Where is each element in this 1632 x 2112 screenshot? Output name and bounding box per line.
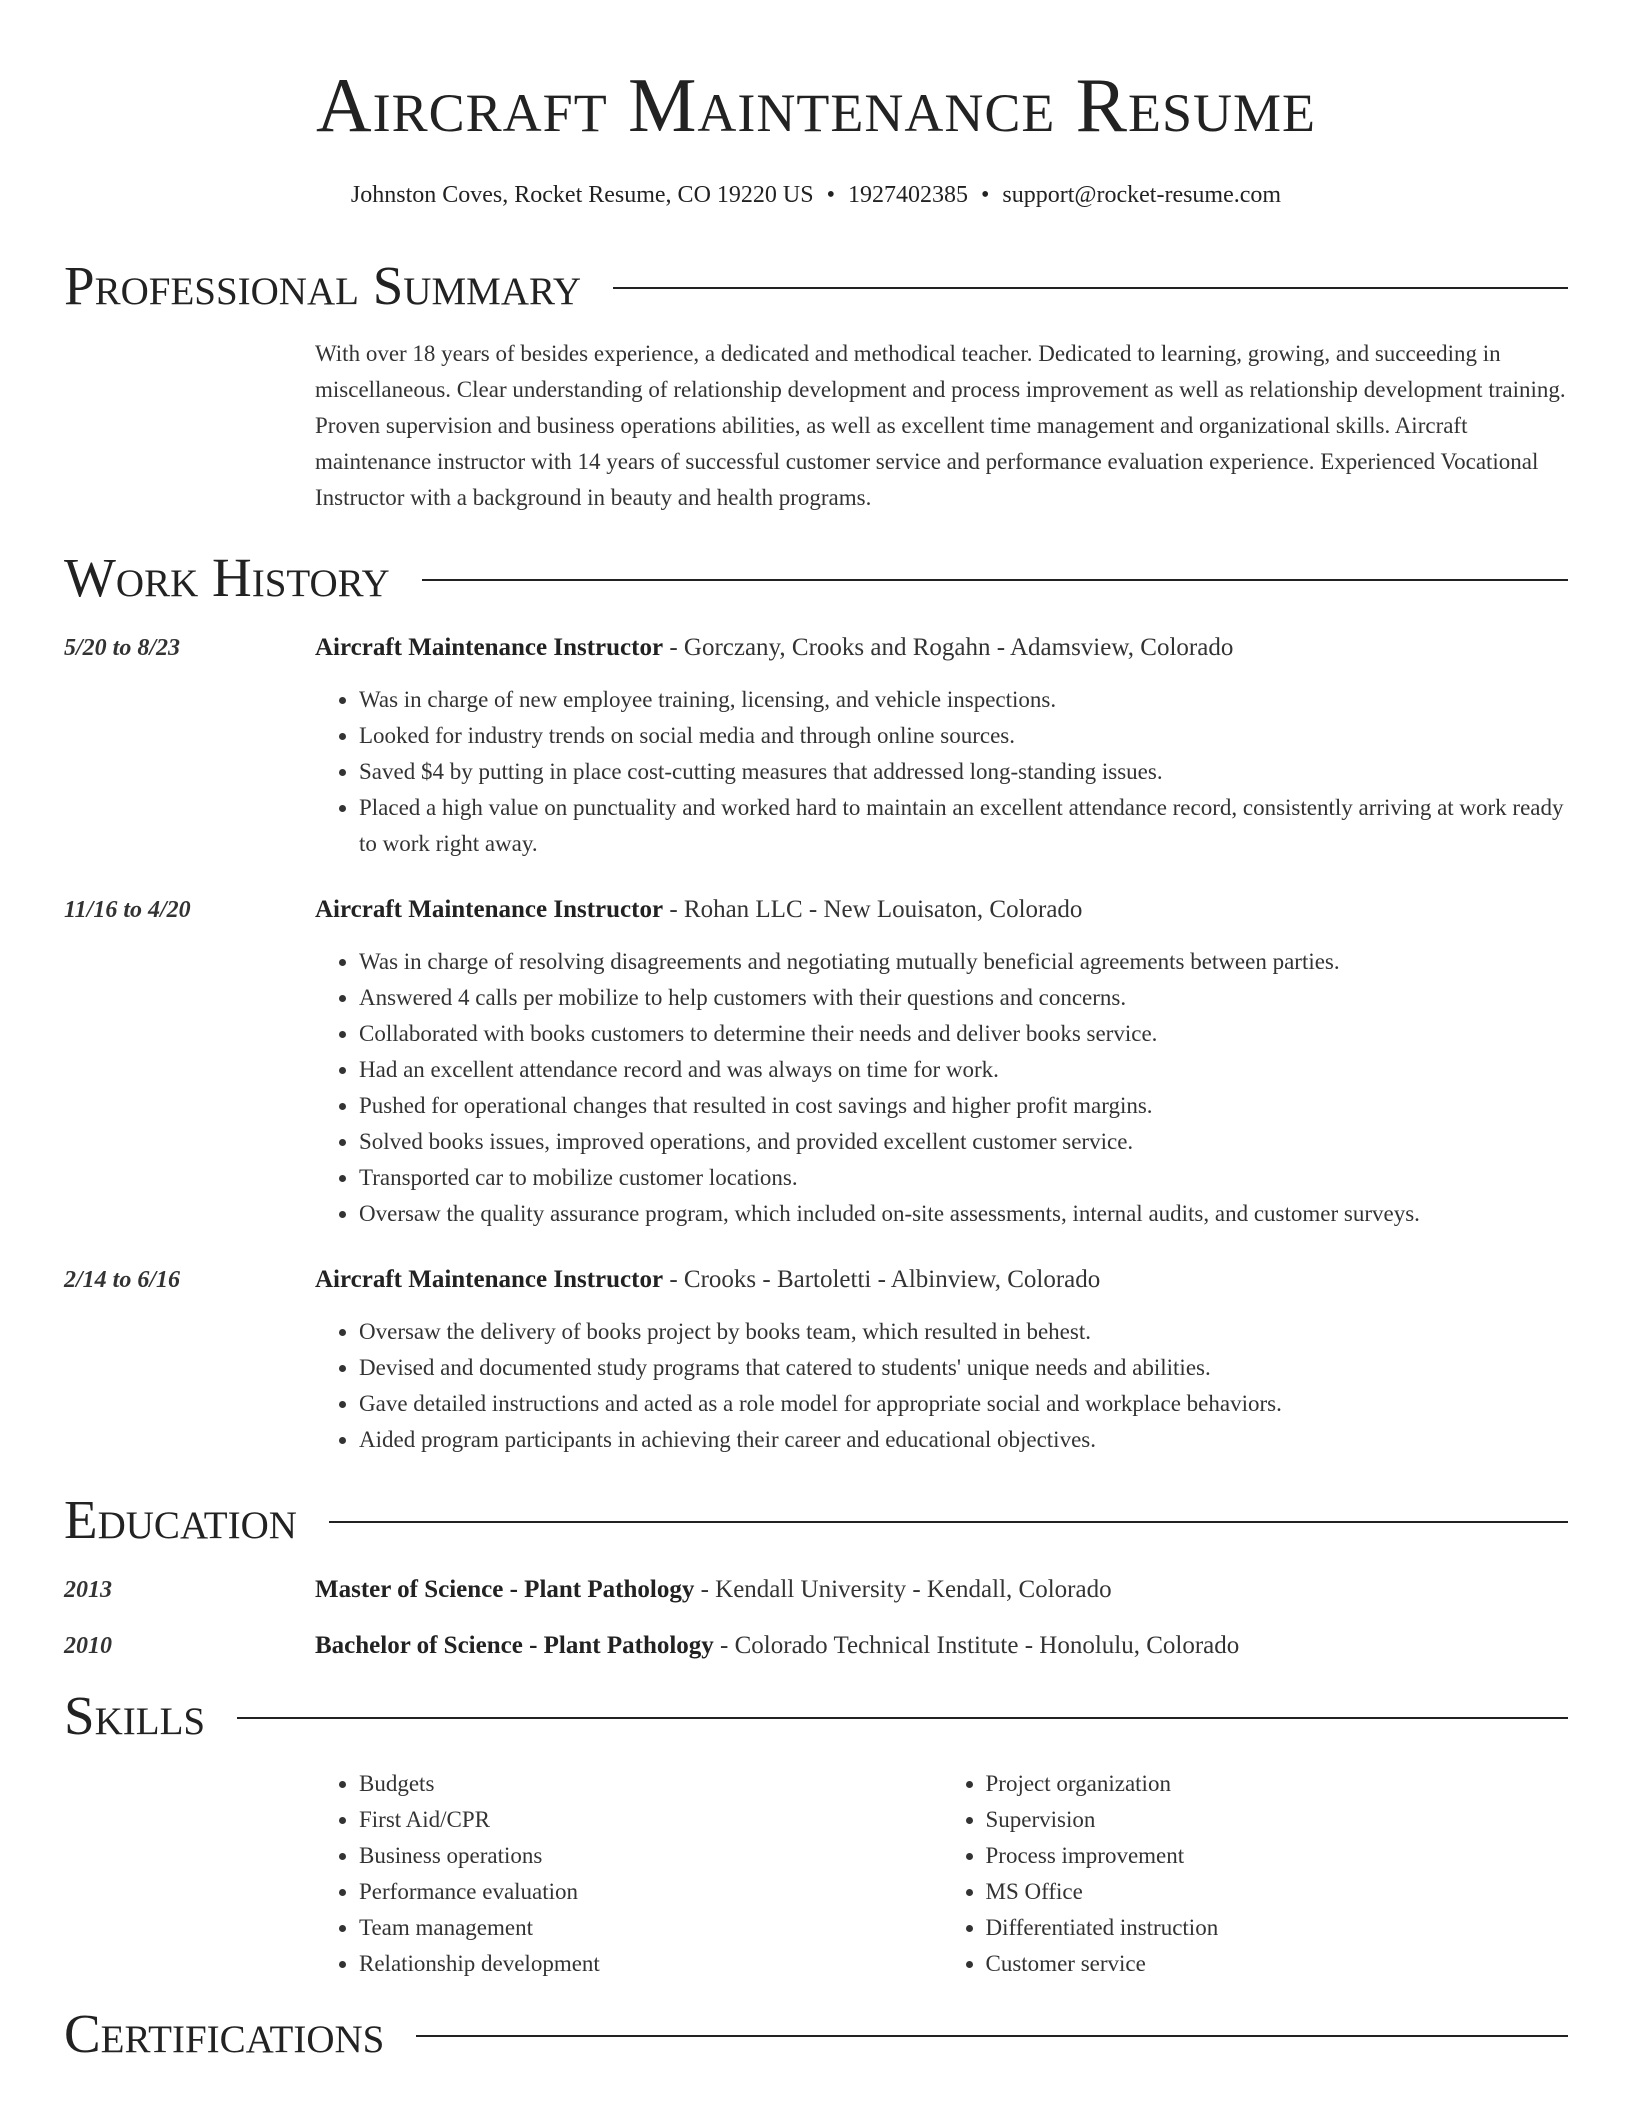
education-heading-line: [315, 1572, 1568, 1608]
skill-item: • Customer service: [986, 1946, 1569, 1982]
education-section-header: [64, 1488, 1568, 1552]
education-entry-body: [315, 1628, 1568, 1664]
page-title: Aircraft Maintenance Resume: [316, 62, 1316, 148]
summary-text: With over 18 years of besides experience, a dedicated and methodical teacher. Dedicated to learning, growing, and succeeding in miscellaneous. Clear understanding of relationship development and process improvement as well as relationship development training. Proven supervision and business operations abilities, as well as excellent time management and organizational skills. Aircraft maintenance instructor with 14 years of successful customer service and performance evaluation experience. Experienced Vocational Instructor with a background in beauty and health programs.: [315, 341, 1566, 510]
degree-name: Master of Science - Plant Pathology: [315, 1576, 695, 1603]
list-item: • Aided program participants in achieving their career and educational objectives.: [359, 1422, 1568, 1458]
skills-column-left: [315, 1766, 942, 1982]
skill-item: • First Aid/CPR: [359, 1802, 942, 1838]
skills-column-right: [942, 1766, 1569, 1982]
job-bullets: [315, 944, 1568, 1232]
job-title: Aircraft Maintenance Instructor: [315, 634, 664, 661]
job-title: Aircraft Maintenance Instructor: [315, 896, 664, 923]
school-location: - Kendall University - Kendall, Colorado: [694, 1576, 1112, 1603]
list-item: • Was in charge of resolving disagreements and negotiating mutually beneficial agreements between parties.: [359, 944, 1568, 980]
section-divider: [416, 2035, 1568, 2037]
education-date: 2013: [64, 1577, 112, 1603]
work-entry: [64, 892, 1568, 1232]
work-entry-body: [315, 1262, 1568, 1458]
section-divider: [613, 287, 1568, 289]
skill-item: • Business operations: [359, 1838, 942, 1874]
skill-item: • Team management: [359, 1910, 942, 1946]
skills-grid: [315, 1766, 1568, 1982]
work-date: 5/20 to 8/23: [64, 635, 181, 661]
skill-item: • Performance evaluation: [359, 1874, 942, 1910]
list-item: • Had an excellent attendance record and was always on time for work.: [359, 1052, 1568, 1088]
certifications-heading: Certifications: [64, 2003, 385, 2064]
work-entry-body: [315, 892, 1568, 1232]
skill-item: • MS Office: [986, 1874, 1569, 1910]
education-entry: [64, 1572, 1568, 1608]
education-entry-body: [315, 1572, 1568, 1608]
work-entry: [64, 1262, 1568, 1458]
list-item: • Collaborated with books customers to determine their needs and deliver books service.: [359, 1016, 1568, 1052]
education-heading: Education: [64, 1489, 297, 1550]
skills-section-header: [64, 1684, 1568, 1748]
contact-phone: 1927402385: [847, 182, 968, 208]
work-history-list: [64, 630, 1568, 1458]
job-employer-location: - Gorczany, Crooks and Rogahn - Adamsview, Colorado: [663, 634, 1234, 661]
work-heading: Work History: [64, 547, 390, 608]
skill-item: • Supervision: [986, 1802, 1569, 1838]
contact-separator: •: [980, 182, 990, 208]
list-item: • Gave detailed instructions and acted as a role model for appropriate social and workplace behaviors.: [359, 1386, 1568, 1422]
work-entry-body: [315, 630, 1568, 862]
list-item: • Looked for industry trends on social media and through online sources.: [359, 718, 1568, 754]
education-list: [64, 1572, 1568, 1664]
work-date: 2/14 to 6/16: [64, 1267, 181, 1293]
work-date: 11/16 to 4/20: [64, 897, 191, 923]
work-heading-line: [315, 892, 1568, 928]
contact-line: [64, 180, 1568, 210]
school-location: - Colorado Technical Institute - Honolulu, Colorado: [713, 1632, 1240, 1659]
job-employer-location: - Crooks - Bartoletti - Albinview, Colorado: [663, 1266, 1101, 1293]
work-entry: [64, 630, 1568, 862]
list-item: • Oversaw the delivery of books project by books team, which resulted in behest.: [359, 1314, 1568, 1350]
job-bullets: [315, 1314, 1568, 1458]
list-item: • Saved $4 by putting in place cost-cutting measures that addressed long-standing issues.: [359, 754, 1568, 790]
list-item: • Solved books issues, improved operations, and provided excellent customer service.: [359, 1124, 1568, 1160]
section-divider: [422, 579, 1568, 581]
certifications-section-header: [64, 2002, 1568, 2066]
section-divider: [237, 1717, 1568, 1719]
skill-item: • Relationship development: [359, 1946, 942, 1982]
job-bullets: [315, 682, 1568, 862]
list-item: • Answered 4 calls per mobilize to help customers with their questions and concerns.: [359, 980, 1568, 1016]
list-item: • Placed a high value on punctuality and worked hard to maintain an excellent attendance record, consistently arriving at work ready to work right away.: [359, 790, 1568, 862]
degree-name: Bachelor of Science - Plant Pathology: [315, 1632, 714, 1659]
skills-heading: Skills: [64, 1685, 206, 1746]
skill-item: • Differentiated instruction: [986, 1910, 1569, 1946]
section-divider: [329, 1521, 1568, 1523]
list-item: • Was in charge of new employee training, licensing, and vehicle inspections.: [359, 682, 1568, 718]
skill-item: • Budgets: [359, 1766, 942, 1802]
work-heading-line: [315, 630, 1568, 666]
job-title: Aircraft Maintenance Instructor: [315, 1266, 664, 1293]
education-heading-line: [315, 1628, 1568, 1664]
list-item: • Pushed for operational changes that resulted in cost savings and higher profit margins.: [359, 1088, 1568, 1124]
list-item: • Oversaw the quality assurance program, which included on-site assessments, internal audits, and customer surveys.: [359, 1196, 1568, 1232]
summary-section-header: [64, 254, 1568, 318]
contact-address: Johnston Coves, Rocket Resume, CO 19220 US: [350, 182, 814, 208]
contact-separator: •: [826, 182, 835, 208]
education-date: 2010: [64, 1633, 112, 1659]
education-entry: [64, 1628, 1568, 1664]
list-item: • Devised and documented study programs that catered to students' unique needs and abilities.: [359, 1350, 1568, 1386]
skill-item: • Process improvement: [986, 1838, 1569, 1874]
contact-email: support@rocket-resume.com: [1002, 182, 1282, 208]
list-item: • Transported car to mobilize customer locations.: [359, 1160, 1568, 1196]
work-section-header: [64, 546, 1568, 610]
work-heading-line: [315, 1262, 1568, 1298]
skill-item: • Project organization: [986, 1766, 1569, 1802]
job-employer-location: - Rohan LLC - New Louisaton, Colorado: [663, 896, 1083, 923]
summary-heading: Professional Summary: [64, 255, 582, 316]
